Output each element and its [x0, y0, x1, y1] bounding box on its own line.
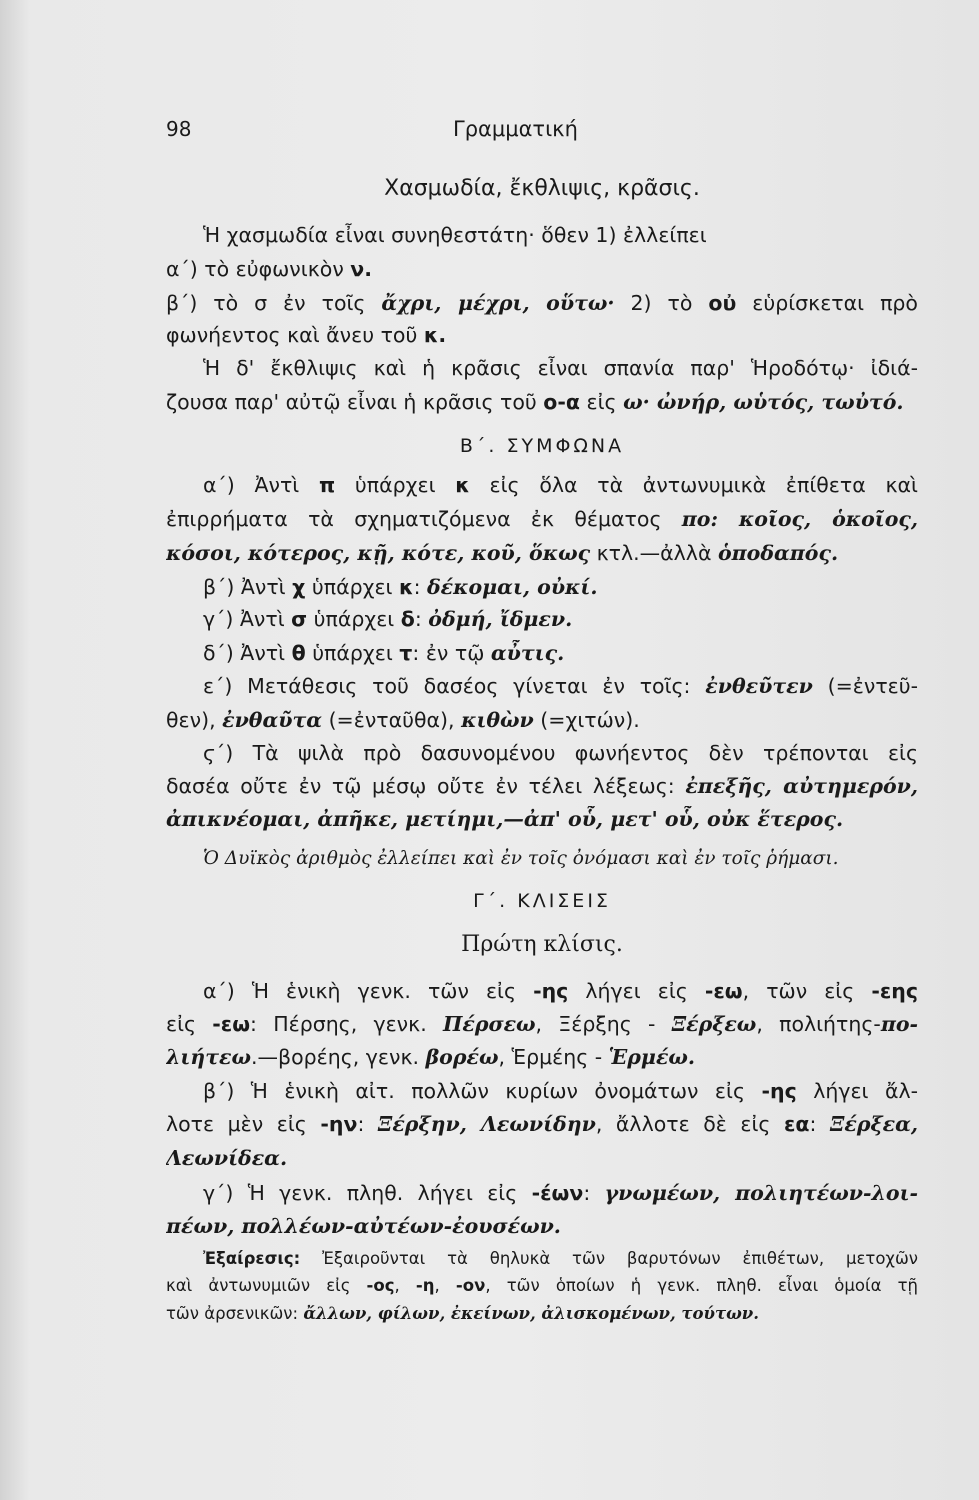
exception-line: τῶν ἀρσενικῶν: ἄλλων, φίλων, ἐκείνων, ἀλισκομένων, τούτων. — [166, 1304, 759, 1323]
paragraph-line: δ΄) Ἀντὶ θ ὑπάρχει τ: ἐν τῷ αὖτις. — [203, 641, 565, 665]
exception-line: καὶ ἀντωνυμιῶν εἰς -ος, -η, -ον, τῶν ὁποίων ἡ γενκ. πληθ. εἶναι ὁμοία τῇ — [166, 1276, 918, 1295]
paragraph-line: φωνήεντος καὶ ἄνευ τοῦ κ. — [166, 323, 447, 347]
paragraph-line: α΄) Ἀντὶ π ὑπάρχει κ εἰς ὅλα τὰ ἀντωνυμικὰ ἐπίθετα καὶ — [203, 473, 918, 497]
paragraph-line: Ἡ δ' ἔκθλιψις καὶ ἡ κρᾶσις εἶναι σπανία παρ' Ἡροδότῳ· ἰδιά- — [203, 356, 918, 380]
paragraph-line: γ΄) Ἀντὶ σ ὑπάρχει δ: ὀδμή, ἴδμεν. — [203, 607, 573, 631]
paragraph-line: εἰς -εω: Πέρσης, γενκ. Πέρσεω, Ξέρξης - Ξέρξεω, πολιήτης-πο- — [166, 1012, 918, 1036]
paragraph-line: λιήτεω.—βορέης, γενκ. βορέω, Ἑρμέης - Ἑρμέω. — [166, 1045, 696, 1069]
paragraph-line: ἐπιρρήματα τὰ σχηματιζόμενα ἐκ θέματος πο: κοῖος, ὁκοῖος, — [166, 507, 918, 531]
paragraph-line: ζουσα παρ' αὐτῷ εἶναι ἡ κρᾶσις τοῦ ο-α εἰς ω· ὠνήρ, ωὑτός, τωὐτό. — [166, 390, 904, 414]
paragraph-line: γ΄) Ἡ γενκ. πληθ. λήγει εἰς -έων: γνωμέων, πολιητέων-λοι- — [203, 1181, 918, 1205]
paragraph-line: κόσοι, κότερος, κῇ, κότε, κοῦ, ὅκως κτλ.—ἀλλὰ ὁποδαπός. — [166, 541, 839, 565]
section-heading-declensions: Γ΄. ΚΛΙΣΕΙΣ — [473, 890, 611, 912]
note-dual-number: Ὁ Δυϊκὸς ἀριθμὸς ἐλλείπει καὶ ἐν τοῖς ὀνόμασι καὶ ἐν τοῖς ῥήμασι. — [203, 848, 839, 869]
section-heading-consonants: Β΄. ΣΥΜΦΩΝΑ — [459, 435, 625, 457]
paragraph-line: Λεωνίδεα. — [166, 1146, 288, 1170]
section-title-hiatus: Χασμωδία, ἔκθλιψις, κρᾶσις. — [384, 176, 700, 201]
paragraph-line: λοτε μὲν εἰς -ην: Ξέρξην, Λεωνίδην, ἄλλοτε δὲ εἰς εα: Ξέρξεα, — [166, 1112, 918, 1136]
exception-line: Ἐξαίρεσις: Ἐξαιροῦνται τὰ θηλυκὰ τῶν βαρυτόνων ἐπιθέτων, μετοχῶν — [203, 1249, 918, 1268]
paragraph-line: β΄) τὸ σ ἐν τοῖς ἄχρι, μέχρι, οὕτω· 2) τὸ οὐ εὑρίσκεται πρὸ — [166, 291, 918, 315]
page-number: 98 — [166, 117, 192, 141]
subsection-title-first-declension: Πρώτη κλίσις. — [461, 932, 623, 957]
paragraph-line: β΄) Ἡ ἑνικὴ αἰτ. πολλῶν κυρίων ὀνομάτων εἰς -ης λήγει ἄλ- — [203, 1079, 918, 1103]
paragraph-line: ε΄) Μετάθεσις τοῦ δασέος γίνεται ἐν τοῖς: ἐνθεῦτεν (=ἐντεῦ- — [203, 674, 918, 698]
paragraph-line: ϛ΄) Τὰ ψιλὰ πρὸ δασυνομένου φωνήεντος δὲν τρέπονται εἰς — [203, 741, 918, 765]
running-title: Γραμματική — [453, 117, 578, 141]
paragraph-line: δασέα οὔτε ἐν τῷ μέσῳ οὔτε ἐν τέλει λέξεως: ἐπεξῆς, αὐτημερόν, — [166, 774, 918, 798]
paragraph-line: Ἡ χασμωδία εἶναι συνηθεστάτη· ὅθεν 1) ἐλλείπει — [203, 223, 707, 247]
paragraph-line: πέων, πολλέων-αὐτέων-ἐουσέων. — [166, 1214, 561, 1238]
paragraph-line: α΄) τὸ εὐφωνικὸν ν. — [166, 257, 373, 281]
paragraph-line: ἀπικνέομαι, ἀπῆκε, μετίημι,—ἀπ' οὗ, μετ' οὗ, οὐκ ἕτερος. — [166, 807, 844, 831]
paragraph-line: β΄) Ἀντὶ χ ὑπάρχει κ: δέκομαι, οὐκί. — [203, 575, 598, 599]
paragraph-line: θεν), ἐνθαῦτα (=ἐνταῦθα), κιθὼν (=χιτών). — [166, 708, 640, 732]
paragraph-line: α΄) Ἡ ἑνικὴ γενκ. τῶν εἰς -ης λήγει εἰς -εω, τῶν εἰς -εης — [203, 979, 918, 1003]
